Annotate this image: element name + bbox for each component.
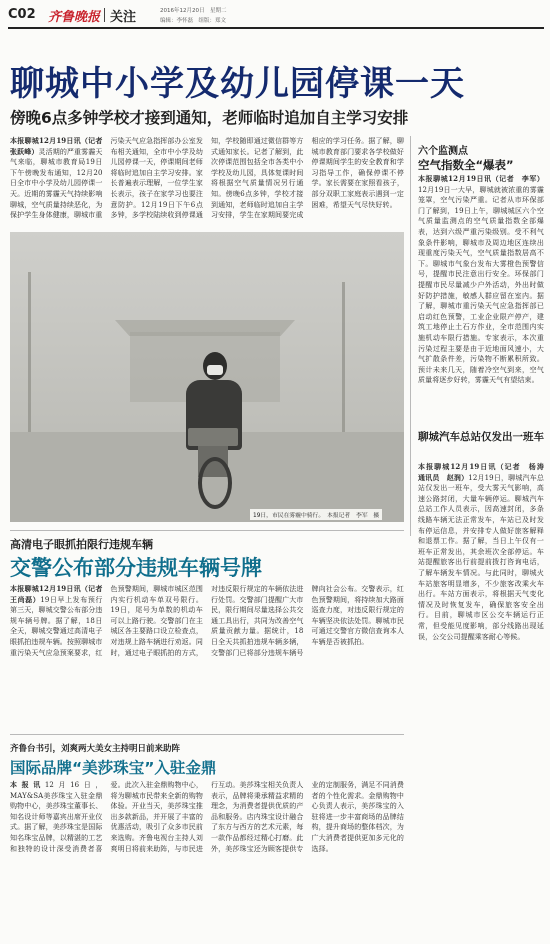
sidebar2-headline: 聊城汽车总站仅发出一班车 [418,431,544,443]
section-divider [104,8,105,22]
story3-headline: 国际品牌“美莎珠宝”入驻金鼎 [10,759,217,777]
lamp-post-left [28,272,31,432]
sidebar1-text: 12月19日一大早，聊城就被浓重的雾霾笼罩，空气污染严重。记者从市环保部门了解到，19日上午，聊城城区六个空气质量监测点的空气质量指数全部爆表，达到六级严重污染级别。受不利气象条件影响，聊城市及周边地区连续出现重度污染天气，空气质量指数居高不下。聊城市气象台发布大雾橙色预警信号，提醒市民注意出行安全。环保部门提醒市民尽量减少户外活动，外出时做好防护措施，敏感人群应留在室内。据了解，聊城市重污染天气应急指挥部已启动红色预警，工业企业限产停产，建筑工地停止土石方作业，全市范围内实施机动车限行措施。专家表示，本次重污染过程主要是由于近地面风速小，大气扩散条件差，污染物不断累积所致。预计未来几天，随着冷空气到来，空气质量将逐步好转，雾霾天气有望结束。 [418,185,544,385]
sidebar1-body [418,174,544,424]
cyclist-mask [207,365,223,375]
date-line: 2016年12月20日 星期二 [160,8,227,14]
sidebar1-byline: 本报聊城12月19日讯（记者 李军） [418,174,544,183]
story2-text: 19日早上发布预行第三天，聊城交警公布部分违规车辆号牌。据了解，18日全天，聊城交警通过高清电子眼抓拍违规车辆。按照聊城市重污染天气应急预案要求，红色预警期间，聊城市城区范围内实行机动车单双号限行。19日，尾号为单数的机动车可以上路行驶。交警部门在主城区各主要路口设立检查点，对违规上路车辆进行劝返。同时，通过电子眼抓拍的方式，对违反限行规定的车辆依法进行处罚。交警部门提醒广大市民，限行期间尽量选择公共交通工具出行，共同为改善空气质量贡献力量。据统计，18日全天共抓拍违规车辆多辆，交警部门已将部分违规车辆号牌向社会公布。交警表示，红色预警期间，将持续加大路面巡查力度，对违反限行规定的车辆坚决依法处罚。聊城市民可通过交警官方微信查询本人车辆是否被抓拍。 [10,585,404,657]
page-number: C02 [8,7,36,22]
story3-body [10,780,404,936]
story1-text: 灵活期的严重雾霾天气来临，聊城市教育局19日下午傍晚发布通知，12月20日全市中小学及幼儿园停课一天。近期的雾霾天气持续影响聊城，空气质量持续恶化，为保护学生身体健康，聊城市重污染天气应急指挥部办公室发布相关通知，全市中小学及幼儿园停课一天，停课期间老师将临时追加自主学习安排。家长普遍表示理解，一位学生家长表示，孩子在家学习也要注意防护。12月19日下午6点多钟，多学校陆续收到停课通知，学校随即通过微信群等方式通知家长。记者了解到，此次停课范围包括全市各类中小学校及幼儿园，具体复课时间将根据空气质量情况另行通知。傍晚6点多钟，学校才接到通知，老师临时追加自主学习安排，学生在家期间要完成相应的学习任务。据了解，聊城市教育部门要求各学校做好停课期间学生的安全教育和学习指导工作，确保停课不停学。家长需要在家照看孩子，部分双职工家庭表示遇到一定困难，希望天气尽快好转。 [10,137,404,220]
story2-byline: 本报聊城12月19日讯（记者 王尚磊） [10,584,110,604]
sidebar-divider [410,136,411,536]
story2-body [10,584,404,726]
story3-text: 12月16日，MAY&SA美莎珠宝入驻金鼎购物中心，美莎珠宝董事长、知名设计师等嘉宾出席开业仪式。据了解，美莎珠宝是国际知名珠宝品牌，以精湛的工艺和独特的设计深受消费者喜爱。此次入驻金鼎购物中心，将为聊城市民带来全新的购物体验。开业当天，美莎珠宝推出多款新品，并开展了丰富的优惠活动，吸引了众多市民前来选购。齐鲁电视台主持人刘爽明日将前来助阵，与市民进行互动。美莎珠宝相关负责人表示，品牌将秉承精益求精的理念，为消费者提供优质的产品和服务。店内珠宝设计融合了东方与西方的艺术元素，每一款作品都经过精心打磨。此外，美莎珠宝还为顾客提供专业的定制服务，满足不同消费者的个性化需求。金鼎购物中心负责人表示，美莎珠宝的入驻将进一步丰富商场的品牌结构，提升商场的整体档次，为广大消费者提供更加多元化的选择。 [10,781,404,853]
haze-photo [10,232,404,522]
sidebar1-kicker: 六个监测点 [418,146,468,157]
gate-roof [115,320,295,336]
story1-byline: 本报聊城12月19日讯（记者 张跃峰） [10,136,110,156]
lamp-post-right [342,282,345,432]
section-title: 关注 [110,10,137,25]
story3-byline: 本报讯 [10,780,45,789]
bicycle-wheel [198,457,232,509]
story2-top-rule [10,530,404,531]
staff-line: 编辑：李怀磊 组版：郑文 [160,18,227,24]
story1-body [10,136,404,228]
story2-headline: 交警公布部分违规车辆号牌 [10,556,262,580]
story1-subhead: 傍晚6点多钟学校才接到通知，老师临时追加自主学习安排 [10,109,409,127]
story3-top-rule [10,734,404,735]
sidebar2-text: 12月19日，聊城汽车总站仅发出一班车，受大雾天气影响，高速公路封闭，大量车辆停运。聊城汽车总站工作人员表示，因高速封闭，多条线路车辆无法正常发车，车站已及时发布停运信息，并安排专人做好旅客解释和退票工作。据了解，当日上午仅有一班车正常发出，其余班次全部停运。车站提醒旅客出行前提前拨打咨询电话，了解车辆发车情况。与此同时，聊城火车站旅客明显增多，不少旅客改乘火车出行。车站方面表示，将根据天气变化情况及时恢复发车，确保旅客安全出行。目前，聊城市区公交车辆运行正常，但受能见度影响，部分线路出现延误，公交公司提醒乘客耐心等候。 [418,473,544,641]
photo-caption: 19日，市民在雾霾中骑行。 本报记者 李军 摄 [250,509,382,520]
masthead-logo: 齐鲁晚报 [48,10,101,25]
story2-kicker: 高清电子眼抓拍限行违规车辆 [10,538,153,551]
story3-kicker: 齐鲁台书引，刘爽两大美女主持明日前来助阵 [10,744,181,754]
story1-headline: 聊城中小学及幼儿园停课一天 [10,64,465,104]
sidebar2-byline: 本报聊城12月19日讯（记者 杨涛 通讯员 赵润） [418,462,544,482]
header-rule [8,27,544,29]
sidebar1-headline: 空气指数全“爆表” [418,158,514,172]
basket [188,428,238,446]
sidebar2-body [418,462,544,932]
